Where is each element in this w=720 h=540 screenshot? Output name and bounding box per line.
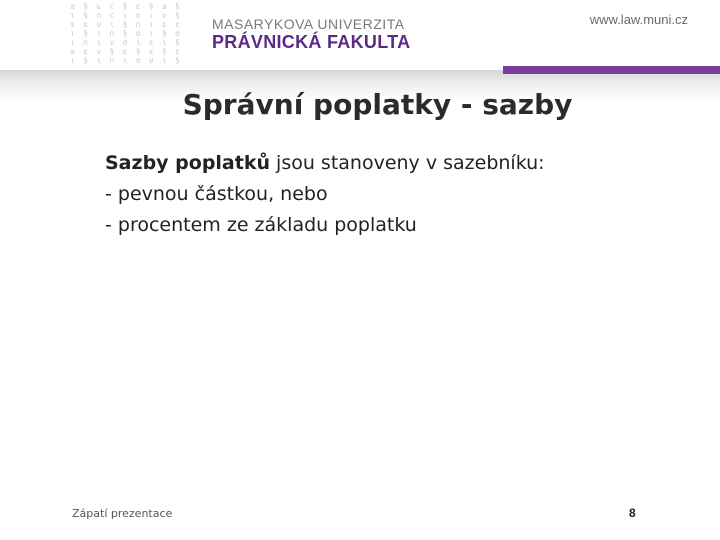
logo-pattern-glyph: ∩ [109,29,115,38]
logo-pattern-glyph: § [122,2,128,11]
logo-pattern-glyph: § [175,2,180,11]
logo-pattern-glyph: § [83,11,89,20]
logo-pattern-glyph: ⊂ [109,11,115,20]
logo-pattern-glyph: ι [148,11,154,20]
website-url[interactable]: www.law.muni.cz [589,12,688,27]
logo-pattern-glyph: ∩ [135,20,141,29]
logo-pattern-glyph: a [70,2,75,11]
logo-pattern-glyph: § [122,20,128,29]
logo-pattern-glyph: § [175,38,180,47]
slide-title: Správní poplatky - sazby [182,88,573,121]
logo-pattern-glyph: § [175,11,180,20]
logo-pattern-glyph: ι [96,38,102,47]
slide-body [105,148,545,241]
body-line-1-rest: jsou stanoveny v sazebníku: [270,152,545,174]
slide-header [0,0,720,70]
logo-pattern-glyph: ι [161,56,167,65]
logo-pattern-glyph: ∩ [96,11,102,20]
logo-pattern-glyph: § [161,47,167,56]
header-purple-band [503,66,720,74]
logo-pattern-glyph: σ [122,38,128,47]
logo-pattern-glyph: ∩ [109,56,115,65]
logo-pattern-glyph: ε [135,11,141,20]
logo-pattern-glyph: s [70,20,75,29]
logo-pattern-glyph: § [161,29,167,38]
body-line-1 [105,148,545,179]
logo-pattern-glyph: ι [135,38,141,47]
logo-pattern-glyph: ι [148,29,154,38]
logo-pattern-glyph: ε [135,2,141,11]
logo-pattern-glyph: ι [148,20,154,29]
logo-pattern-glyph: § [175,56,180,65]
faculty-name: PRÁVNICKÁ FAKULTA [212,32,411,52]
logo-pattern-glyph: ε [175,20,180,29]
logo-pattern-glyph: § [83,2,89,11]
logo-pattern-glyph: ι [161,38,167,47]
logo-pattern-glyph: § [83,29,89,38]
logo-pattern-glyph: ι [122,11,128,20]
logo-pattern-glyph: ι [70,56,75,65]
logo-pattern-glyph: ⊂ [109,2,115,11]
body-line-1-bold: Sazby poplatků [105,152,270,174]
logo-pattern-glyph: ι [96,56,102,65]
logo-pattern-glyph: ε [83,47,89,56]
page-number: 8 [629,506,636,520]
logo-pattern-glyph: ι [96,29,102,38]
logo-pattern-glyph: ν [96,20,102,29]
body-line-2: - pevnou částkou, nebo [105,183,328,205]
footer-text: Zápatí prezentace [72,507,173,520]
logo-pattern-glyph: ε [161,20,167,29]
logo-pattern-glyph: ι [70,38,75,47]
logo-pattern-glyph: ь [96,2,102,11]
logo-pattern-glyph: ι [70,29,75,38]
logo-pattern-glyph: σ [135,29,141,38]
logo-pattern-glyph: ι [122,56,128,65]
logo-pattern-glyph: ι [109,20,115,29]
logo-pattern-glyph: ν [96,47,102,56]
logo-pattern-glyph: ε [148,38,154,47]
logo-pattern-glyph: § [122,29,128,38]
logo-pattern-glyph: ν [161,11,167,20]
logo-pattern-glyph: ν [148,56,154,65]
logo-pattern-glyph: ε [83,20,89,29]
logo-pattern-glyph: a [70,47,75,56]
logo-pattern-glyph: ν [109,38,115,47]
body-line-3: - procentem ze základu poplatku [105,214,417,236]
logo-pattern-glyph: § [83,56,89,65]
logo-pattern-glyph: ∩ [83,38,89,47]
university-name: MASARYKOVA UNIVERZITA [212,16,405,32]
logo-pattern-glyph: ι [70,11,75,20]
logo-pattern-glyph: § [135,47,141,56]
logo-pattern-glyph: § [148,2,154,11]
university-logo-pattern [66,2,184,70]
logo-pattern-glyph: ε [175,47,180,56]
logo-pattern-glyph: a [161,2,167,11]
logo-pattern-glyph: § [109,47,115,56]
logo-pattern-glyph: ε [122,47,128,56]
logo-pattern-glyph: σ [135,56,141,65]
logo-pattern-glyph: ε [148,47,154,56]
logo-pattern-glyph: σ [175,29,180,38]
